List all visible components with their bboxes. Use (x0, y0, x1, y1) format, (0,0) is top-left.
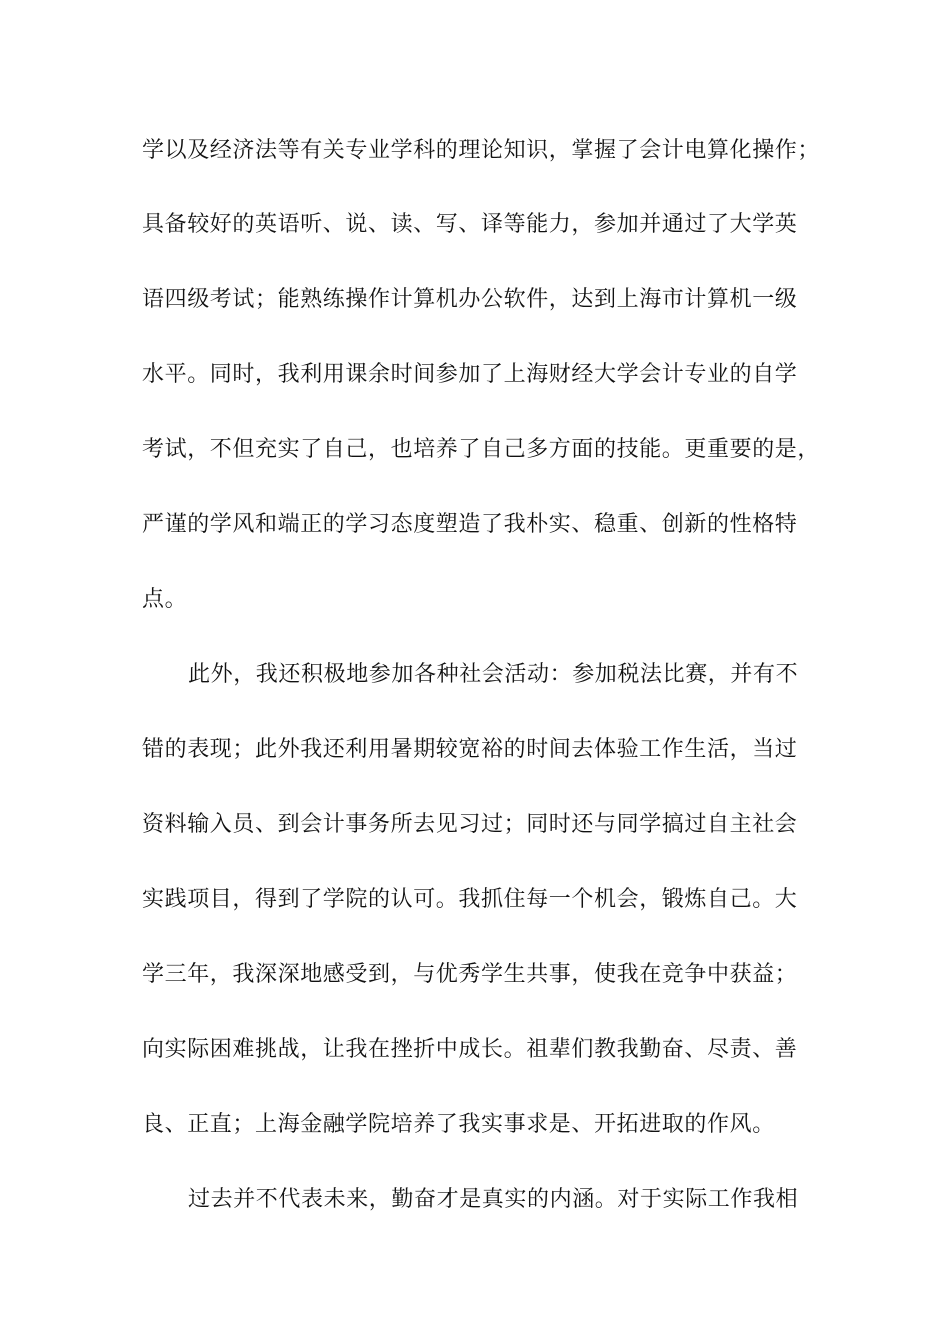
text-line: 水平。同时，我利用课余时间参加了上海财经大学会计专业的自学 (142, 362, 798, 387)
text-line: 点。 (142, 587, 188, 612)
paragraph-first-line: 过去并不代表未来，勤奋才是真实的内涵。对于实际工作我相 (188, 1187, 799, 1212)
text-line: 资料输入员、到会计事务所去见习过；同时还与同学搞过自主社会 (142, 812, 798, 837)
paragraph-first-line: 此外，我还积极地参加各种社会活动：参加税法比赛，并有不 (188, 662, 799, 687)
text-line: 语四级考试；能熟练操作计算机办公软件，达到上海市计算机一级 (142, 287, 798, 312)
text-line: 具备较好的英语听、说、读、写、译等能力，参加并通过了大学英 (142, 212, 798, 237)
text-line: 实践项目，得到了学院的认可。我抓住每一个机会，锻炼自己。大 (142, 887, 798, 912)
text-line: 严谨的学风和端正的学习态度塑造了我朴实、稳重、创新的性格特 (142, 512, 798, 537)
text-line: 考试，不但充实了自己，也培养了自己多方面的技能。更重要的是， (142, 437, 821, 462)
text-line: 错的表现；此外我还利用暑期较宽裕的时间去体验工作生活，当过 (142, 737, 798, 762)
text-line: 学以及经济法等有关专业学科的理论知识，掌握了会计电算化操作； (142, 138, 821, 163)
text-line: 学三年，我深深地感受到，与优秀学生共事，使我在竞争中获益； (142, 962, 798, 987)
text-line: 向实际困难挑战，让我在挫折中成长。祖辈们教我勤奋、尽责、善 (142, 1037, 798, 1062)
text-line: 良、正直；上海金融学院培养了我实事求是、开拓进取的作风。 (142, 1112, 775, 1137)
